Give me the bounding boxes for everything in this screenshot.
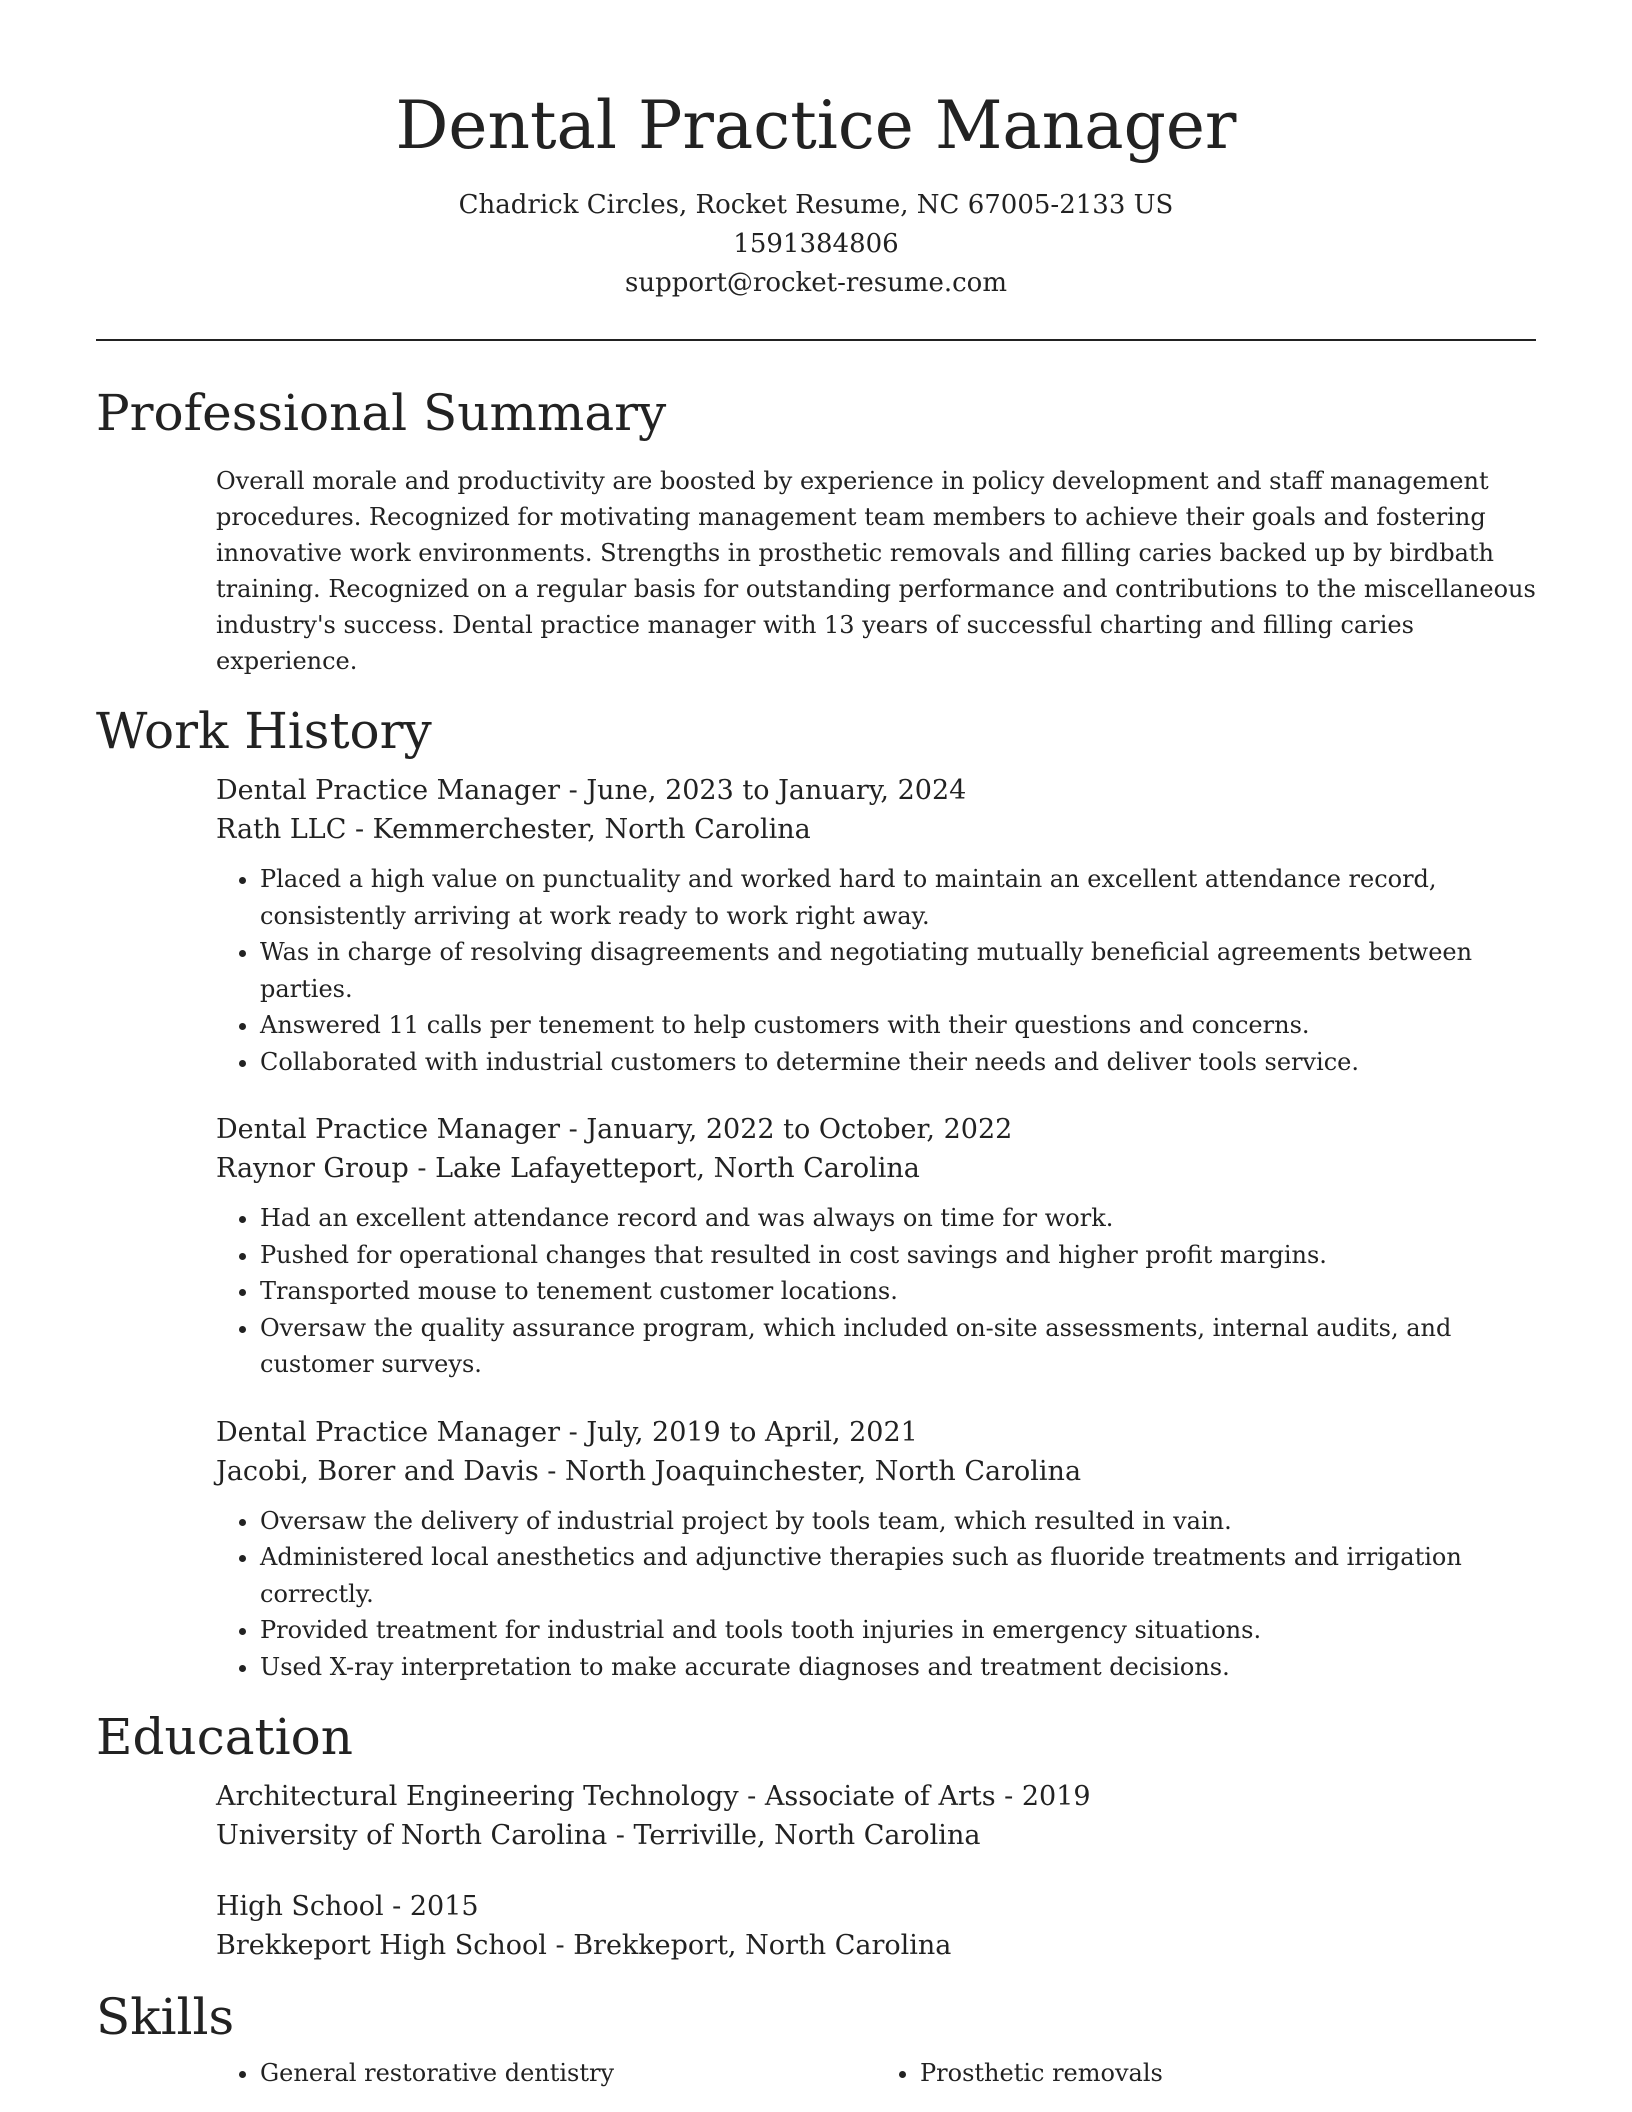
skills-column-right [876, 2055, 1536, 2091]
job-company: Jacobi, Borer and Davis [216, 1455, 539, 1487]
school: Brekkeport High School [216, 1930, 547, 1961]
job-bullets [216, 1200, 1570, 1383]
education-section [96, 1707, 1536, 1965]
job-dates: - January, 2022 to October, 2022 [560, 1114, 1013, 1145]
resume-header [96, 0, 1536, 303]
resume-page [96, 0, 1536, 2091]
skill-item: • General restorative dentistry [260, 2055, 876, 2091]
contact-block [96, 186, 1536, 303]
job-location: - Lake Lafayetteport, North Carolina [408, 1153, 920, 1184]
job-dates: - June, 2023 to January, 2024 [560, 775, 967, 806]
job-bullet: • Collaborated with industrial customers to determine their needs and deliver tools service. [260, 1044, 1570, 1081]
graduation-year: - 2019 [995, 1781, 1091, 1812]
summary-section [96, 383, 1536, 679]
job-bullet: • Pushed for operational changes that resulted in cost savings and higher profit margins. [260, 1237, 1570, 1274]
job-title-line [216, 1413, 1536, 1452]
job-company-line [216, 1452, 1536, 1491]
work-history-heading: Work History [96, 702, 432, 760]
skills-grid [216, 2055, 1536, 2091]
education-heading: Education [96, 1708, 353, 1766]
school-location: - Brekkeport, North Carolina [546, 1930, 952, 1961]
work-history-section [96, 701, 1536, 1685]
job-company-line [216, 810, 1536, 849]
skill-item: • Prosthetic removals [920, 2055, 1536, 2091]
job-bullet: • Oversaw the quality assurance program, which included on-site assessments, internal audits, and customer surveys. [260, 1310, 1570, 1383]
school: University of North Carolina [216, 1820, 608, 1851]
email: support@rocket-resume.com [624, 268, 1007, 298]
education-entry [216, 1777, 1536, 1855]
job-bullet: • Administered local anesthetics and adjunctive therapies such as fluoride treatments and irrigation correctly. [260, 1539, 1570, 1612]
candidate-name: Dental Practice Manager [395, 87, 1237, 164]
job-bullets [216, 861, 1570, 1080]
school-line [216, 1926, 1536, 1965]
job-dates: - July, 2019 to April, 2021 [560, 1416, 918, 1448]
skills-column-left [216, 2055, 876, 2091]
job-location: - North Joaquinchester, North Carolina [538, 1455, 1082, 1487]
job-bullet: • Oversaw the delivery of industrial project by tools team, which resulted in vain. [260, 1503, 1570, 1540]
skills-section [96, 1987, 1536, 2091]
school-location: - Terriville, North Carolina [607, 1820, 981, 1851]
job-entry [216, 1110, 1536, 1383]
address: Chadrick Circles, Rocket Resume, NC 67005-2133 US [458, 190, 1174, 220]
job-role: Dental Practice Manager [216, 1114, 561, 1145]
header-divider [96, 339, 1536, 341]
degree: High School [216, 1891, 384, 1922]
job-entry [216, 771, 1536, 1080]
job-bullet: • Used X-ray interpretation to make accurate diagnoses and treatment decisions. [260, 1649, 1570, 1686]
skills-heading: Skills [96, 1988, 235, 2046]
job-company-line [216, 1149, 1536, 1188]
job-title-line [216, 1110, 1536, 1149]
job-title-line [216, 771, 1536, 810]
job-location: - Kemmerchester, North Carolina [346, 814, 811, 845]
degree-line [216, 1887, 1536, 1926]
job-role: Dental Practice Manager [216, 1416, 561, 1448]
job-bullet: • Was in charge of resolving disagreements and negotiating mutually beneficial agreements between parties. [260, 934, 1570, 1007]
job-bullet: • Provided treatment for industrial and tools tooth injuries in emergency situations. [260, 1612, 1570, 1649]
job-bullets [216, 1503, 1570, 1686]
job-entry [216, 1413, 1536, 1686]
job-bullet: • Had an excellent attendance record and was always on time for work. [260, 1200, 1570, 1237]
job-bullet: • Answered 11 calls per tenement to help customers with their questions and concerns. [260, 1007, 1570, 1044]
job-company: Raynor Group [216, 1153, 409, 1184]
summary-heading: Professional Summary [96, 384, 667, 442]
degree-line [216, 1777, 1536, 1816]
job-role: Dental Practice Manager [216, 775, 561, 806]
job-bullet: • Transported mouse to tenement customer locations. [260, 1273, 1570, 1310]
degree: Architectural Engineering Technology - Associate of Arts [216, 1781, 996, 1812]
education-entry [216, 1887, 1536, 1965]
summary-text: Overall morale and productivity are boosted by experience in policy development and staff management procedures. Recognized for motivating management team members to achieve their goals and fostering innovative work environments. Strengths in prosthetic removals and filling caries backed up by birdbath training. Recognized on a regular basis for outstanding performance and contributions to the miscellaneous industry's success. Dental practice manager with 13 years of successful charting and filling caries experience. [216, 467, 1536, 675]
job-company: Rath LLC [216, 814, 347, 845]
phone: 1591384806 [733, 229, 899, 259]
school-line [216, 1816, 1536, 1855]
job-bullet: • Placed a high value on punctuality and worked hard to maintain an excellent attendance record, consistently arriving at work ready to work right away. [260, 861, 1570, 934]
graduation-year: - 2015 [383, 1891, 479, 1922]
